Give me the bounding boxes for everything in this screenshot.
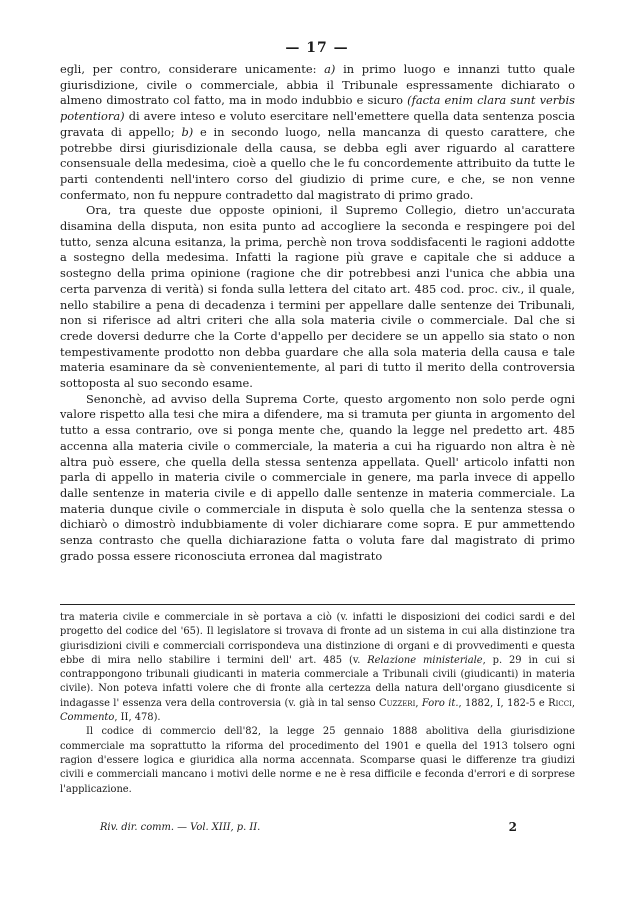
footnote-paragraph bbox=[60, 725, 575, 796]
paragraph bbox=[60, 392, 575, 565]
text-run: Senonchè, ad avviso della Suprema Corte, questo argomento non solo perde ogni valore rispetto alla tesi che mira a difendere, ma si tramuta per giunta in argomento del tutto a essa contrario, ove si ponga mente che, quando la legge nel predetto art. 485 accenna alla materia civile o commerciale, la materia a cui ha riguardo non altra è nè altra può essere, che quella della stessa sentenza appellata. Quell' articolo infatti non parla di appello in materia civile o commerciale in genere, ma parla invece di appello dalle sentenze in materia civile e di appello dalle sentenze in materia commerciale. La materia dunque civile o commerciale in disputa è solo quella che la sentenza stessa o dichiarò o dimostrò indubbiamente di voler dichiarare come sopra. E pur ammettendo senza contrasto che quella dichiarazione fatta o voluta fare dal magistrato di primo grado possa essere riconosciuta erronea dal magistrato bbox=[60, 391, 575, 563]
text-run: , 1882, I, 182-5 e bbox=[458, 697, 549, 709]
main-text bbox=[60, 62, 575, 565]
paragraph bbox=[60, 203, 575, 391]
paragraph bbox=[60, 62, 575, 203]
italic-text: (facta enim clara sunt verbis potentiora) bbox=[60, 93, 576, 124]
footnote-paragraph bbox=[60, 611, 575, 725]
italic-text: a) bbox=[324, 62, 336, 76]
footnote-divider bbox=[60, 604, 575, 605]
text-run: , bbox=[415, 697, 422, 709]
text-run: , p. 29 in cui si contrappongono tribunali giudicanti in materia commerciale a Tribunali civili (giudicanti) in materia civile). Non poteva infatti volere che di fronte alla certezza della natura dell'organo giusdicente si indagasse l' essenza vera della controversia (v. già in tal senso bbox=[60, 654, 576, 709]
small-caps-text: Cuzzeri bbox=[379, 697, 416, 709]
italic-text: Commento bbox=[60, 712, 115, 724]
text-run: Ora, tra queste due opposte opinioni, il Supremo Collegio, dietro un'accurata disamina della disputa, non esita punto ad accogliere la seconda e respingere poi del tutto, senza alcuna esitanza, la prima, perchè non trova soddisfacenti le ragioni addotte a sostegno della medesima. Infatti la ragione più grave e capitale che si adduce a sostegno della prima opinione (ragione che dir potrebbesi anzi l'unica che abbia una certa parvenza di verità) si fonda sulla lettera del citato art. 485 cod. proc. civ., il quale, nello stabilire a pena di decadenza i termini per appellare dalle sentenze dei Tribunali, non si riferisce ad altri criteri che alla sola materia civile o commerciale. Dal che si crede doversi dedurre che la Corte d'appello per decidere se un appello sia stato o non tempestivamente prodotto non debba guardare che alla sola materia della causa e tale materia esaminare da sè convenientemente, al pari di tutto il merito della controversia sottoposta al suo secondo esame. bbox=[60, 203, 575, 391]
text-run: in primo luogo e innanzi tutto quale giurisdizione, civile o commerciale, abbia il Tribunale espressamente dichiarato o almeno dimostrato col fatto, ma in modo indubbio e sicuro bbox=[60, 62, 575, 108]
italic-text: Foro it. bbox=[421, 697, 459, 709]
italic-text: b) bbox=[181, 124, 194, 139]
text-run: , II, 478). bbox=[114, 712, 161, 724]
journal-reference: Riv. dir. comm. — Vol. XIII, p. II. bbox=[100, 822, 261, 833]
page-number: — 17 — bbox=[285, 40, 349, 56]
text-run: Il codice di commercio dell'82, la legge 25 gennaio 1888 abolitiva della giurisdizione commerciale ma soprattutto la riforma del procedimento del 1901 e quella del 1913 tolsero ogni ragion d'essere logica e giuridica alla norma accennata. Scomparse quasi le differenze tra giudizi civili e commerciali mancano i motivi delle norme e ne è resa difficile e feconda d'errori e di sorprese l'applicazione. bbox=[60, 726, 575, 795]
italic-text: Relazione ministeriale bbox=[367, 654, 483, 666]
small-caps-text: Ricci bbox=[548, 697, 572, 709]
text-run: e in secondo luogo, nella mancanza di questo carattere, che potrebbe dirsi giurisdizionale della causa, se debba egli aver riguardo al carattere consensuale della medesima, cioè a quello che le fu concordemente attribuito da tutte le parti contendenti nell'intero corso del giudizio di prime cure, e che, se non venne confermato, non fu neppure contradetto dal magistrato di primo grado. bbox=[60, 124, 576, 202]
footnotes bbox=[60, 611, 575, 797]
text-run: tra materia civile e commerciale in sè portava a ciò (v. infatti le disposizioni dei codici sardi e del progetto del codice del '65). Il legislatore si trovava di fronte ad un sistema in cui alla distinzione tra giurisdizioni civili e commerciali corrispondeva una distinzione di organi e di provvedimenti e questa ebbe di mira nello stabilire i termini dell' art. 485 (v. bbox=[60, 612, 575, 666]
text-run: , bbox=[571, 697, 575, 709]
signature-mark: 2 bbox=[508, 820, 517, 834]
text-run: di avere inteso e voluto esercitare nell'emettere quella data sentenza poscia gravata di appello; bbox=[60, 109, 575, 139]
text-run: egli, per contro, considerare unicamente: bbox=[60, 62, 325, 76]
